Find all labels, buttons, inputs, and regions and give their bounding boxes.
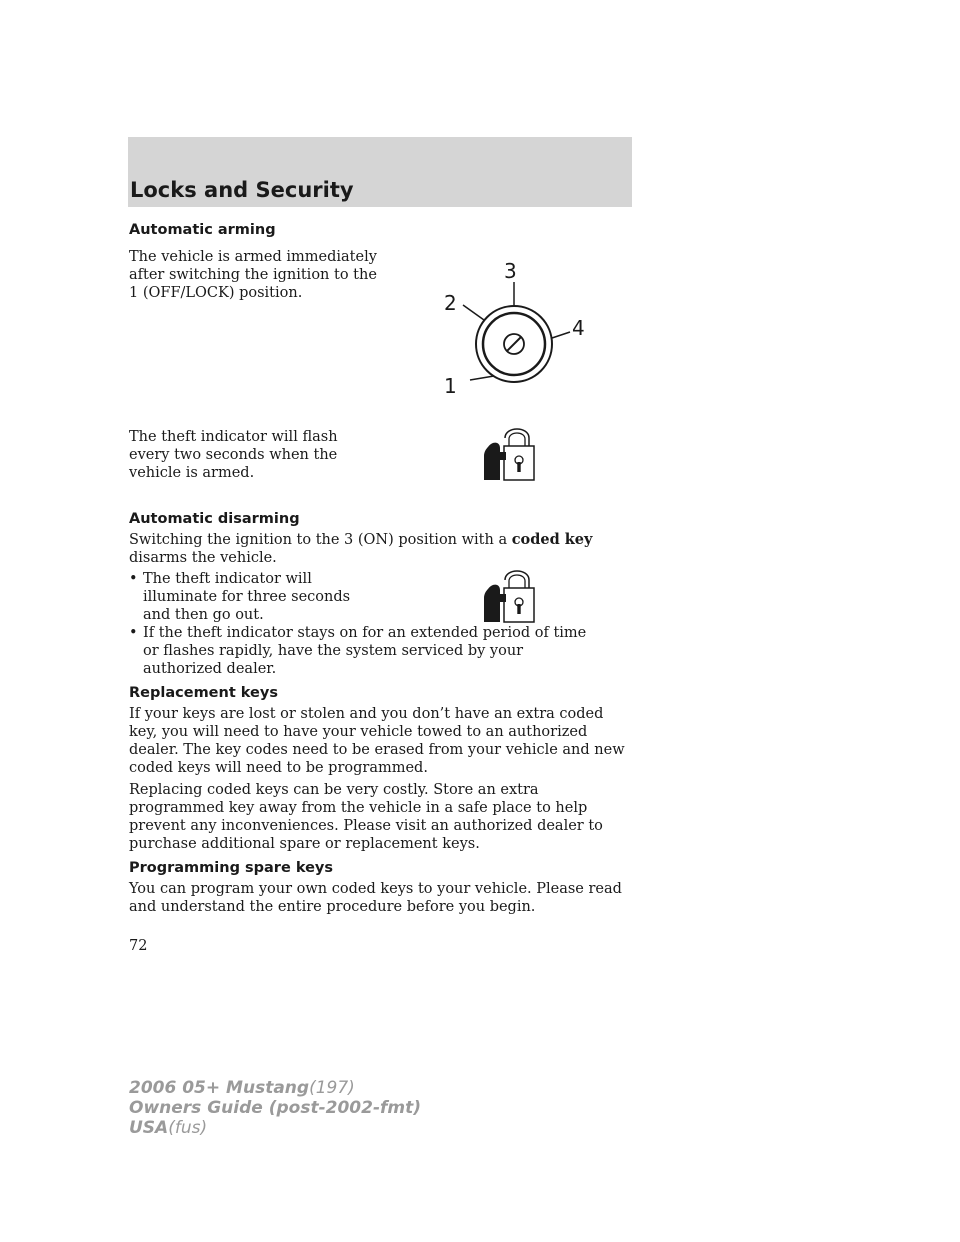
disarming-text-start: Switching the ignition to the 3 (ON) position with a xyxy=(129,532,512,548)
footer-line-3 xyxy=(129,1118,421,1138)
heading-automatic-disarming: Automatic disarming xyxy=(129,511,300,527)
page-number: 72 xyxy=(129,938,148,954)
bullet-text: If the theft indicator stays on for an extended period of time or flashes rapidly, have the system serviced by your authorized dealer. xyxy=(143,625,587,677)
footer-guide: Owners Guide (post-2002-fmt) xyxy=(129,1098,422,1118)
ignition-label-3: 3 xyxy=(504,259,517,283)
footer-model-code: (197) xyxy=(309,1078,355,1098)
leader-line-2 xyxy=(463,305,484,320)
section-title: Locks and Security xyxy=(130,178,354,202)
programming-paragraph: You can program your own coded keys to your vehicle. Please read and understand the entire procedure before you begin. xyxy=(129,881,622,915)
footer-line-2 xyxy=(129,1098,421,1118)
ignition-label-4: 4 xyxy=(572,316,585,340)
theft-indicator-icon xyxy=(478,570,538,626)
footer-model: 2006 05+ Mustang xyxy=(129,1078,310,1098)
document-footer xyxy=(129,1078,421,1138)
arming-paragraph: The vehicle is armed immediately after switching the ignition to the 1 (OFF/LOCK) position. xyxy=(129,249,377,301)
list-item xyxy=(129,570,379,624)
heading-programming-spare-keys: Programming spare keys xyxy=(129,860,333,876)
bullet-text: The theft indicator will illuminate for three seconds and then go out. xyxy=(143,571,351,623)
ignition-keyhole-slot xyxy=(507,337,521,351)
disarming-text-end: disarms the vehicle. xyxy=(129,550,277,566)
leader-line-4 xyxy=(552,332,570,338)
bullet-dot: • xyxy=(129,625,138,641)
heading-automatic-arming: Automatic arming xyxy=(129,222,276,238)
disarming-paragraph xyxy=(129,531,634,567)
theft-indicator-armed-paragraph: The theft indicator will flash every two seconds when the vehicle is armed. xyxy=(129,429,338,481)
ignition-label-1: 1 xyxy=(444,374,457,398)
heading-replacement-keys: Replacement keys xyxy=(129,685,278,701)
footer-line-1 xyxy=(129,1078,421,1098)
footer-region-code: (fus) xyxy=(168,1118,208,1138)
list-item xyxy=(129,624,589,678)
leader-line-1 xyxy=(470,376,494,380)
ignition-label-2: 2 xyxy=(444,291,457,315)
footer-region: USA xyxy=(129,1118,169,1138)
coded-key-emphasis: coded key xyxy=(511,531,593,548)
replacement-paragraph-2: Replacing coded keys can be very costly. Store an extra programmed key away from the vehicle in a safe place to help prevent any inconveniences. Please visit an authorized dealer to purchase additional spare or replacement keys. xyxy=(129,782,603,852)
bullet-dot: • xyxy=(129,571,138,587)
ignition-position-diagram xyxy=(420,240,620,410)
theft-indicator-icon xyxy=(478,428,538,484)
replacement-paragraph-1: If your keys are lost or stolen and you don’t have an extra coded key, you will need to have your vehicle towed to an authorized dealer. The key codes need to be erased from your vehicle and new coded keys will need to be programmed. xyxy=(129,706,625,776)
